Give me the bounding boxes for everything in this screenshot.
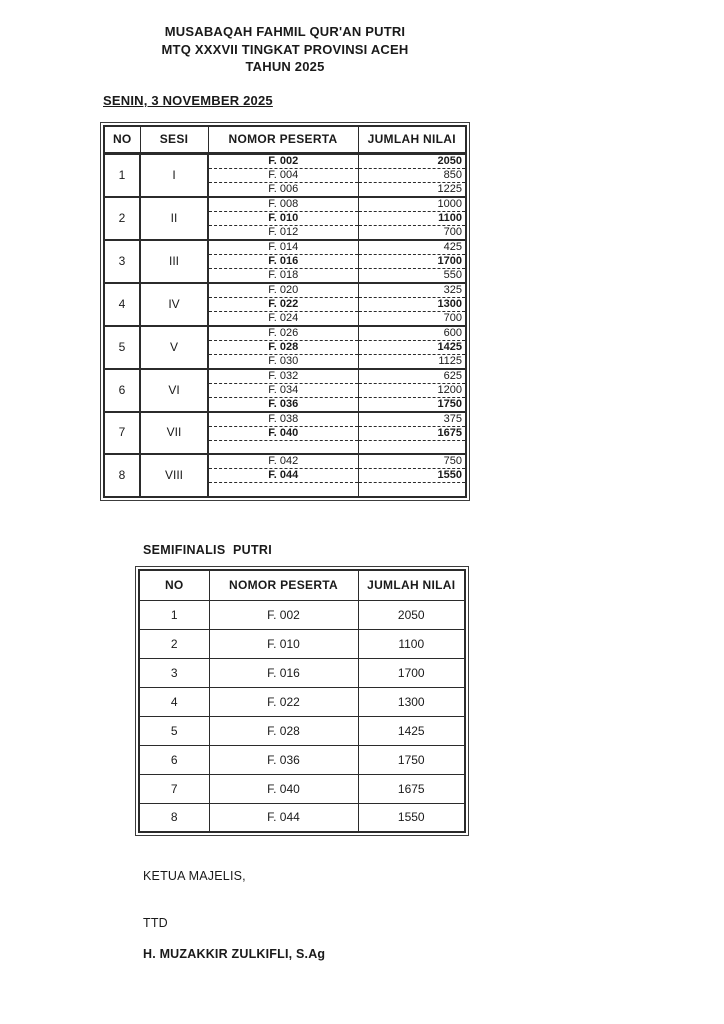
session-sesi-cell: I [140,153,208,197]
session-no-cell: 1 [104,153,140,197]
semifinal-no-cell: 7 [139,774,209,803]
nilai-cell: 1225 [358,182,466,197]
signature-placeholder: TTD [143,916,168,930]
session-subrow [104,326,466,341]
semifinal-peserta-cell: F. 036 [209,745,358,774]
title-line-3: TAHUN 2025 [245,59,325,74]
semifinal-peserta-cell: F. 010 [209,629,358,658]
nilai-cell: 750 [358,454,466,469]
session-sesi-cell: VII [140,412,208,455]
nilai-cell: 1425 [358,340,466,354]
peserta-cell: F. 024 [208,311,358,326]
semifinal-section-title: SEMIFINALIS PUTRI [143,543,273,557]
semifinal-no-cell: 4 [139,687,209,716]
date-heading: SENIN, 3 NOVEMBER 2025 [103,93,273,108]
session-sesi-cell: II [140,197,208,240]
peserta-cell: F. 032 [208,369,358,384]
semifinal-peserta-cell: F. 022 [209,687,358,716]
semifinal-col-header-no: NO [139,570,209,600]
peserta-cell: F. 044 [208,469,358,483]
title-line-2: MTQ XXXVII TINGKAT PROVINSI ACEH [161,41,409,57]
semifinal-nilai-cell: 1550 [358,803,465,832]
semifinal-col-header-jumlah-nilai: JUMLAH NILAI [358,570,465,600]
nilai-cell: 700 [358,225,466,240]
peserta-cell: F. 012 [208,225,358,240]
signatory-role: KETUA MAJELIS, [143,869,246,883]
peserta-cell: F. 030 [208,354,358,369]
semifinal-peserta-cell: F. 002 [209,600,358,629]
nilai-cell: 375 [358,412,466,427]
semifinal-no-cell: 2 [139,629,209,658]
peserta-cell: F. 010 [208,211,358,225]
nilai-cell: 700 [358,311,466,326]
semifinal-peserta-cell: F. 044 [209,803,358,832]
nilai-cell: 1125 [358,354,466,369]
session-table-header-row [104,126,466,153]
session-no-cell: 5 [104,326,140,369]
nilai-cell: 425 [358,240,466,255]
peserta-cell: F. 028 [208,340,358,354]
peserta-cell: F. 020 [208,283,358,298]
semifinal-no-cell: 5 [139,716,209,745]
nilai-cell: 600 [358,326,466,341]
nilai-cell: 625 [358,369,466,384]
nilai-cell: 2050 [358,153,466,168]
peserta-cell: F. 026 [208,326,358,341]
peserta-cell: F. 016 [208,254,358,268]
semifinal-peserta-cell: F. 028 [209,716,358,745]
peserta-cell: F. 014 [208,240,358,255]
semifinal-row [139,803,465,832]
peserta-cell [208,440,358,454]
semifinal-row [139,716,465,745]
nilai-cell: 325 [358,283,466,298]
session-subrow [104,240,466,255]
session-subrow [104,197,466,212]
session-no-cell: 7 [104,412,140,455]
semifinal-no-cell: 1 [139,600,209,629]
col-header-sesi: SESI [140,126,208,153]
session-no-cell: 8 [104,454,140,497]
nilai-cell: 1300 [358,297,466,311]
session-sesi-cell: III [140,240,208,283]
session-sesi-cell: IV [140,283,208,326]
session-sesi-cell: VIII [140,454,208,497]
session-sesi-cell: V [140,326,208,369]
session-results-grid [103,125,467,498]
col-header-no: NO [104,126,140,153]
nilai-cell: 1550 [358,469,466,483]
semifinal-row [139,658,465,687]
session-no-cell: 2 [104,197,140,240]
semifinal-no-cell: 6 [139,745,209,774]
peserta-cell: F. 004 [208,168,358,182]
nilai-cell [358,483,466,497]
nilai-cell: 1100 [358,211,466,225]
session-subrow [104,153,466,168]
semifinal-no-cell: 3 [139,658,209,687]
semifinal-nilai-cell: 1700 [358,658,465,687]
nilai-cell: 1700 [358,254,466,268]
semifinal-nilai-cell: 1750 [358,745,465,774]
title-line-1: MUSABAQAH FAHMIL QUR'AN PUTRI [164,24,406,39]
semifinal-col-header-nomor-peserta: NOMOR PESERTA [209,570,358,600]
nilai-cell: 1200 [358,383,466,397]
semifinal-row [139,745,465,774]
semifinal-nilai-cell: 1675 [358,774,465,803]
peserta-cell: F. 018 [208,268,358,283]
nilai-cell: 850 [358,168,466,182]
session-subrow [104,369,466,384]
signatory-name: H. MUZAKKIR ZULKIFLI, S.Ag [143,947,326,961]
peserta-cell: F. 002 [208,153,358,168]
semifinal-peserta-cell: F. 016 [209,658,358,687]
col-header-nomor-peserta: NOMOR PESERTA [208,126,358,153]
semifinal-grid [138,569,466,833]
session-no-cell: 6 [104,369,140,412]
semifinal-row [139,774,465,803]
peserta-cell: F. 036 [208,397,358,412]
session-subrow [104,454,466,469]
semifinal-nilai-cell: 1100 [358,629,465,658]
col-header-jumlah-nilai: JUMLAH NILAI [358,126,466,153]
peserta-cell: F. 042 [208,454,358,469]
semifinal-table [135,566,469,836]
nilai-cell: 1000 [358,197,466,212]
nilai-cell [358,440,466,454]
semifinal-row [139,687,465,716]
peserta-cell: F. 038 [208,412,358,427]
semifinal-peserta-cell: F. 040 [209,774,358,803]
session-no-cell: 4 [104,283,140,326]
session-subrow [104,412,466,427]
peserta-cell: F. 008 [208,197,358,212]
peserta-cell: F. 034 [208,383,358,397]
nilai-cell: 1675 [358,426,466,440]
session-subrow [104,283,466,298]
nilai-cell: 1750 [358,397,466,412]
semifinal-nilai-cell: 1300 [358,687,465,716]
semifinal-no-cell: 8 [139,803,209,832]
semifinal-table-header-row [139,570,465,600]
peserta-cell: F. 040 [208,426,358,440]
session-results-table [100,122,470,501]
session-sesi-cell: VI [140,369,208,412]
document-header [100,23,470,76]
nilai-cell: 550 [358,268,466,283]
peserta-cell: F. 022 [208,297,358,311]
semifinal-nilai-cell: 2050 [358,600,465,629]
session-no-cell: 3 [104,240,140,283]
semifinal-row [139,600,465,629]
semifinal-nilai-cell: 1425 [358,716,465,745]
peserta-cell: F. 006 [208,182,358,197]
peserta-cell [208,483,358,497]
semifinal-row [139,629,465,658]
